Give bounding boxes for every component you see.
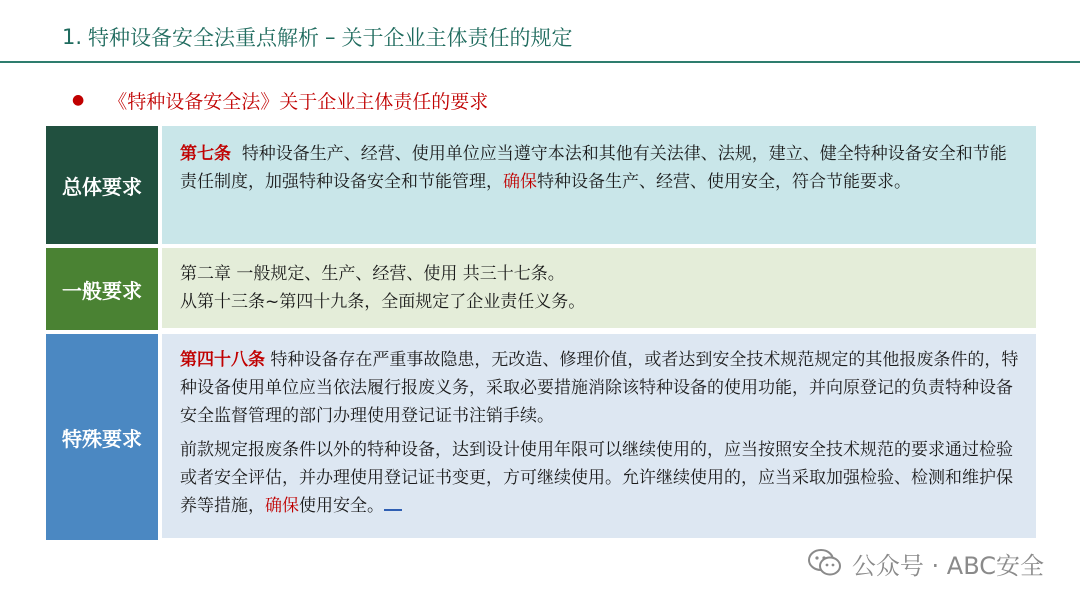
- article-number: 第七条: [180, 144, 231, 164]
- table-row-special: [46, 334, 1036, 540]
- article-text-end: 特种设备生产、经营、使用安全，符合节能要求。: [537, 172, 911, 192]
- article-text: 特种设备存在严重事故隐患，无改造、修理价值，或者达到安全技术规范规定的其他报废条件的，特种设备使用单位应当依法履行报废义务，采取必要措施消除该特种设备的使用功能，并向原登记的负责特种设备安全监督管理的部门办理使用登记证书注销手续。: [180, 350, 1019, 426]
- paragraph-2: [180, 436, 1020, 520]
- section-heading: [72, 86, 488, 114]
- article-text: 特种设备生产、经营、使用单位应当遵守本法和其他有关法律、法规，建立、健全特种设备安全和节能责任制度，加强特种设备安全和节能管理，: [180, 144, 1007, 192]
- title-main: 特种设备安全法重点解析: [88, 26, 320, 50]
- row-content: [162, 248, 1036, 328]
- content-line: 从第十三条~第四十九条，全面规定了企业责任义务。: [180, 292, 586, 312]
- row-content: [162, 126, 1036, 244]
- row-label: 总体要求: [46, 126, 158, 244]
- content-line: 第二章 一般规定、生产、经营、使用 共三十七条。: [180, 264, 565, 284]
- section-heading-text: 《特种设备安全法》关于企业主体责任的要求: [108, 90, 489, 113]
- title-subtitle: 关于企业主体责任的规定: [341, 26, 573, 50]
- article-number: 第四十八条: [180, 350, 265, 370]
- article-text-end: 使用安全。: [299, 496, 384, 516]
- highlight-text: 确保: [265, 496, 299, 516]
- table-row-general: [46, 126, 1036, 244]
- watermark: [808, 546, 1044, 580]
- slide-title: [62, 22, 573, 52]
- row-label: 特殊要求: [46, 334, 158, 540]
- title-number: 1.: [62, 25, 83, 49]
- paragraph-1: [180, 346, 1020, 430]
- highlight-text: 确保: [503, 172, 537, 192]
- row-label: 一般要求: [46, 248, 158, 330]
- bullet-icon: ●: [72, 92, 85, 108]
- table-row-common: [46, 248, 1036, 330]
- watermark-text: 公众号 · ABC安全: [851, 551, 1044, 580]
- requirements-table: [46, 126, 1036, 544]
- row-content: [162, 334, 1036, 538]
- article-text: 前款规定报废条件以外的特种设备，达到设计使用年限可以继续使用的，应当按照安全技术规范的要求通过检验或者安全评估，并办理使用登记证书变更，方可继续使用。允许继续使用的，应当采取加强检验、检测和维护保养等措施，: [180, 440, 1013, 516]
- wechat-icon: [808, 548, 842, 578]
- title-divider: [0, 61, 1080, 63]
- text-cursor-mark: [384, 497, 402, 511]
- title-dash: –: [325, 25, 336, 49]
